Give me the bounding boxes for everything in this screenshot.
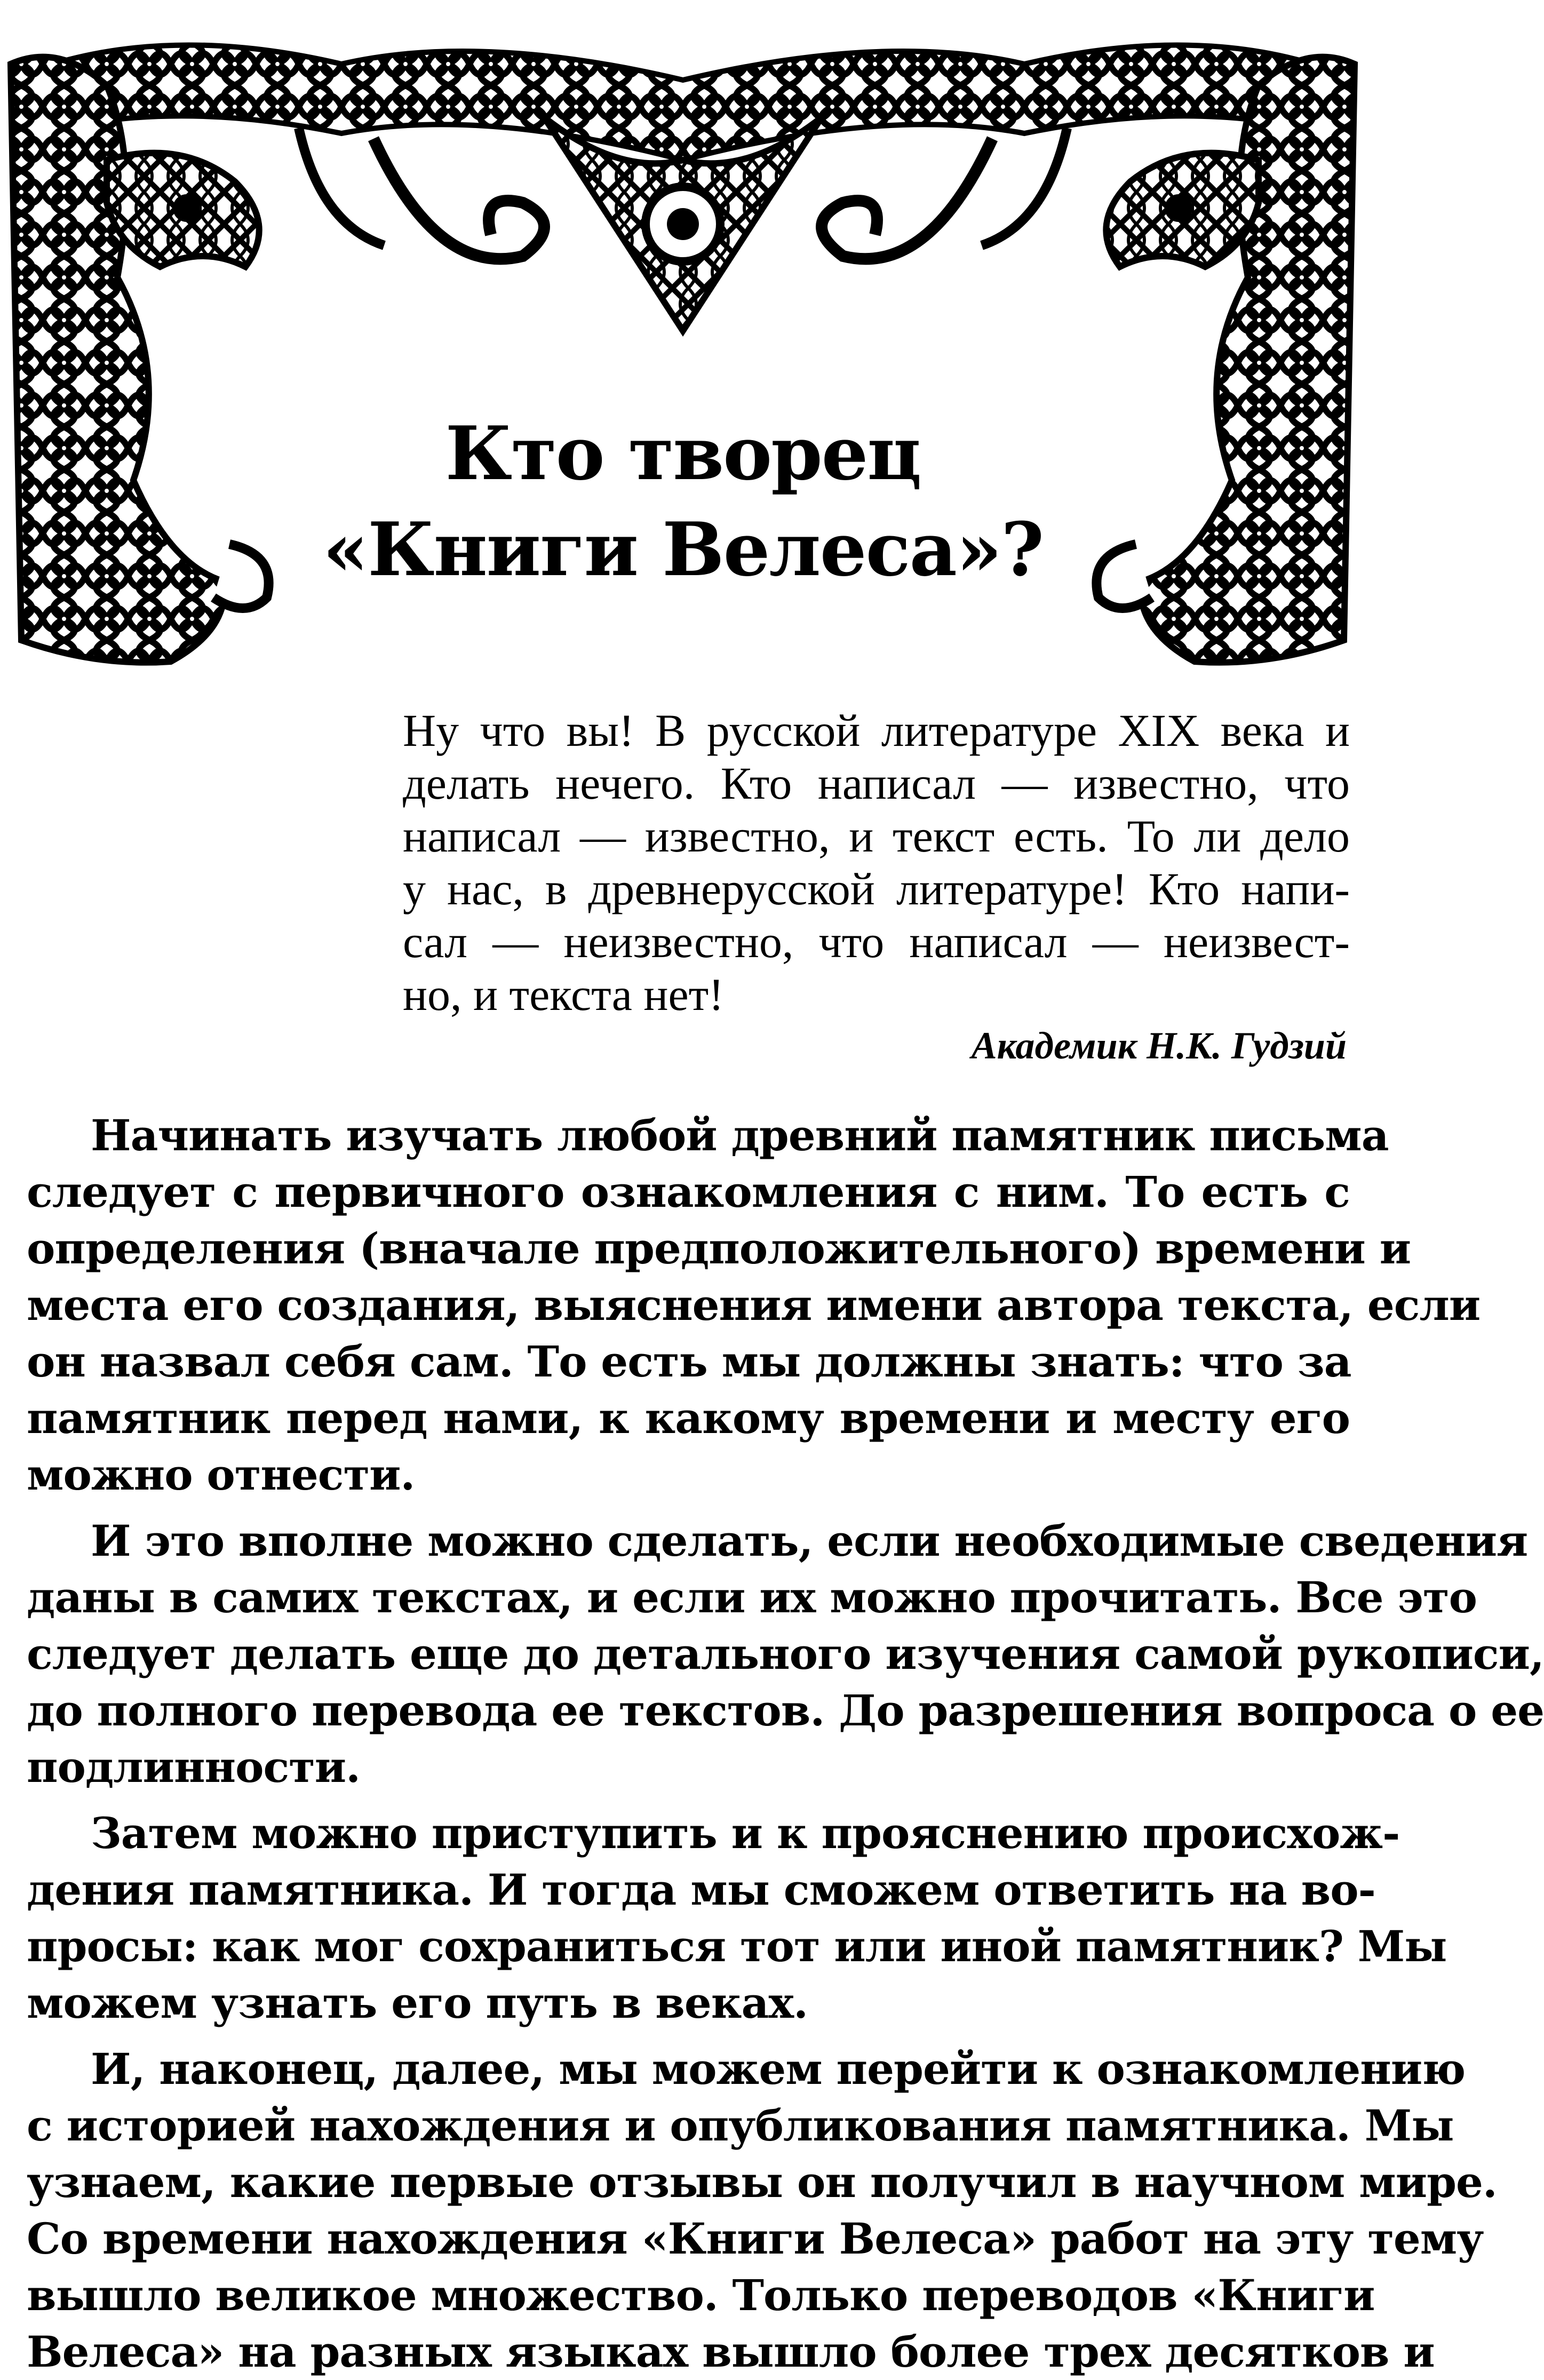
- ornament-right-column: [1141, 57, 1355, 663]
- body-line: Затем можно приступить и к прояснению происхож-: [91, 1808, 1400, 1858]
- body-line: И это вполне можно сделать, если необходимые сведения: [91, 1516, 1528, 1566]
- body-line: Начинать изучать любой древний памятник письма: [91, 1110, 1389, 1160]
- body-line: Велеса» на разных языках вышло более трех десятков и: [27, 2327, 1435, 2377]
- body-line: Со времени нахождения «Книги Велеса» работ на эту тему: [27, 2214, 1484, 2264]
- chapter-title: [203, 405, 1163, 598]
- body-line: И, наконец, далее, мы можем перейти к ознакомлению: [91, 2044, 1466, 2094]
- body-line: дения памятника. И тогда мы сможем ответить на во-: [27, 1865, 1375, 1915]
- body-line: можно отнести.: [27, 1450, 415, 1500]
- epigraph-line: у нас, в древнерусской литературе! Кто напи-: [403, 863, 1350, 914]
- ornament-top-band: [21, 45, 1344, 160]
- body-line: до полного перевода ее текстов. До разрешения вопроса о ее: [27, 1685, 1544, 1736]
- epigraph-line: написал — известно, и текст есть. То ли дело: [403, 810, 1350, 862]
- body-text: [27, 1107, 1544, 2380]
- body-line: можем узнать его путь в веках.: [27, 1978, 808, 2028]
- epigraph: [403, 704, 1350, 1021]
- epigraph-line: но, и текста нет!: [403, 969, 724, 1020]
- body-line: подлинности.: [27, 1742, 360, 1792]
- body-line: вышло великое множество. Только переводов «Книги: [27, 2270, 1375, 2320]
- epigraph-line: сал — неизвестно, что написал — неизвест-: [403, 916, 1350, 967]
- ornamental-header-frame: [0, 0, 1365, 704]
- epigraph-line: делать нечего. Кто написал — известно, что: [403, 758, 1350, 809]
- epigraph-attribution: Академик Н.К. Гудзий: [971, 1024, 1347, 1067]
- body-line: даны в самих текстах, и если их можно прочитать. Все это: [27, 1572, 1477, 1622]
- epigraph-line: Ну что вы! В русской литературе XIX века и: [403, 705, 1350, 756]
- chapter-title-line-2: «Книги Велеса»?: [322, 506, 1044, 593]
- body-line: он назвал себя сам. То есть мы должны знать: что за: [27, 1336, 1351, 1387]
- body-line: места его создания, выяснения имени автора текста, если: [27, 1280, 1481, 1330]
- body-line: узнаем, какие первые отзывы он получил в научном мире.: [27, 2157, 1497, 2207]
- body-line: просы: как мог сохраниться тот или иной памятник? Мы: [27, 1921, 1447, 1971]
- body-line: памятник перед нами, к какому времени и месту его: [27, 1393, 1350, 1443]
- ornament-left-column: [11, 57, 225, 663]
- body-line: определения (вначале предположительного) времени и: [27, 1223, 1411, 1273]
- body-line: следует делать еще до детального изучения самой рукописи,: [27, 1629, 1544, 1679]
- body-line: следует с первичного ознакомления с ним. То есть с: [27, 1167, 1350, 1217]
- chapter-title-line-1: Кто творец: [445, 410, 921, 497]
- body-line: с историей нахождения и опубликования памятника. Мы: [27, 2100, 1454, 2151]
